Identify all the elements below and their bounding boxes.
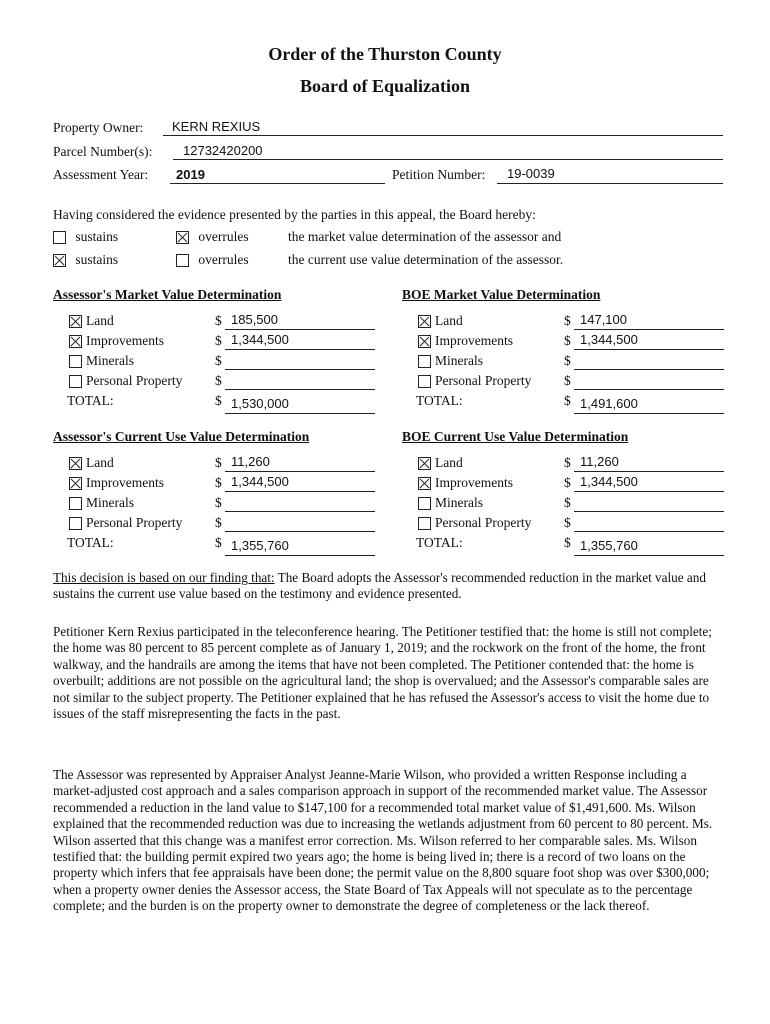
decision-intro: Having considered the evidence presented by the parties in this appeal, the Board hereby: — [53, 207, 536, 222]
assessor-current-row-label: Minerals — [86, 495, 134, 510]
boe-current-table — [402, 429, 732, 559]
assessor-market-total-label: TOTAL: — [67, 393, 114, 408]
boe-market-table — [402, 287, 732, 417]
boe-current-value-line — [574, 491, 724, 492]
assessor-market-checkbox[interactable] — [69, 355, 82, 368]
boe-current-row-label: Minerals — [435, 495, 483, 510]
parcel-value: 12732420200 — [183, 143, 263, 158]
assessor-current-row — [69, 455, 114, 471]
boe-current-checkbox[interactable] — [418, 497, 431, 510]
boe-market-total-line — [574, 413, 724, 414]
assessor-current-value-line — [225, 511, 375, 512]
currency-symbol: $ — [215, 455, 222, 470]
assessor-market-value-line — [225, 369, 375, 370]
overrules-label: overrules — [198, 252, 249, 267]
currency-symbol: $ — [564, 313, 571, 328]
assessor-market-row — [69, 373, 182, 389]
currency-symbol: $ — [215, 475, 222, 490]
boe-market-total-value: 1,491,600 — [580, 396, 638, 411]
petitioner-paragraph: Petitioner Kern Rexius participated in the teleconference hearing. The Petitioner testified that: the home is still not complete; the home was 80 percent to 85 percent complete as of January 1, 2019; and the rockwork on the front of the home, the front walkway, and the handrails are among the items that have not been completed. The Petitioner contended that: the home is overbuilt; additions are not possible on the agricultural land; the shop is overvalued; and the Assessor's comparable sales are not similar to the subject property. The Petitioner explained that he has refused the Assessor's access to visit the home due to issues of the staff misrepresenting the facts in the past. — [53, 624, 712, 722]
boe-market-row-label: Land — [435, 313, 463, 328]
assessor-market-heading: Assessor's Market Value Determination — [53, 287, 282, 302]
boe-current-heading: BOE Current Use Value Determination — [402, 429, 629, 444]
market-decision-text: the market value determination of the assessor and — [288, 229, 562, 244]
assessor-current-checkbox[interactable] — [69, 497, 82, 510]
assessor-current-value-line — [225, 491, 375, 492]
boe-current-row-label: Land — [435, 455, 463, 470]
overrules-current-option — [176, 252, 249, 268]
currency-symbol: $ — [215, 515, 222, 530]
boe-market-checkbox[interactable] — [418, 335, 431, 348]
boe-current-total-label: TOTAL: — [416, 535, 463, 550]
currency-symbol: $ — [564, 393, 571, 408]
boe-market-heading: BOE Market Value Determination — [402, 287, 601, 302]
assessor-current-row-label: Land — [86, 455, 114, 470]
assessor-market-total-value: 1,530,000 — [231, 396, 289, 411]
finding-text: The Board adopts the Assessor's recommended reduction in the market value and sustains the current use value based on the testimony and evidence presented. — [53, 570, 706, 602]
boe-current-row — [418, 515, 531, 531]
boe-market-row — [418, 373, 531, 389]
boe-market-total-label: TOTAL: — [416, 393, 463, 408]
boe-market-row-label: Improvements — [435, 333, 513, 348]
boe-current-row — [418, 455, 463, 471]
assessor-market-row — [69, 313, 114, 329]
currency-symbol: $ — [215, 535, 222, 550]
sustains-market-checkbox[interactable] — [53, 231, 66, 244]
currency-symbol: $ — [564, 535, 571, 550]
currency-symbol: $ — [564, 373, 571, 388]
boe-current-checkbox[interactable] — [418, 517, 431, 530]
year-value: 2019 — [176, 167, 205, 182]
year-label: Assessment Year: — [53, 167, 149, 182]
boe-market-checkbox[interactable] — [418, 375, 431, 388]
assessor-market-total-line — [225, 413, 375, 414]
assessor-market-row-label: Minerals — [86, 353, 134, 368]
finding-paragraph — [53, 570, 723, 603]
assessor-current-row-label: Personal Property — [86, 515, 183, 530]
boe-current-total-value: 1,355,760 — [580, 538, 638, 553]
parcel-label: Parcel Number(s): — [53, 144, 153, 159]
assessor-market-checkbox[interactable] — [69, 315, 82, 328]
assessor-market-row — [69, 333, 164, 349]
currency-symbol: $ — [215, 495, 222, 510]
overrules-market-option — [176, 229, 249, 245]
assessor-current-table — [53, 429, 383, 559]
boe-market-value: 1,344,500 — [580, 332, 638, 347]
boe-current-row-label: Improvements — [435, 475, 513, 490]
finding-label: This decision is based on our finding that: — [53, 570, 275, 585]
boe-market-value-line — [574, 349, 724, 350]
boe-market-row — [418, 333, 513, 349]
assessor-market-value: 185,500 — [231, 312, 278, 327]
boe-current-total-line — [574, 555, 724, 556]
boe-current-row-label: Personal Property — [435, 515, 532, 530]
currency-symbol: $ — [215, 333, 222, 348]
assessor-current-row-label: Improvements — [86, 475, 164, 490]
assessor-current-row — [69, 515, 182, 531]
assessor-current-value: 11,260 — [231, 454, 270, 469]
title-line-1: Order of the Thurston County — [268, 44, 502, 64]
boe-market-value: 147,100 — [580, 312, 627, 327]
currency-symbol: $ — [564, 455, 571, 470]
currency-symbol: $ — [564, 475, 571, 490]
assessor-market-row-label: Land — [86, 313, 114, 328]
assessor-market-value-line — [225, 349, 375, 350]
parcel-line — [173, 159, 723, 160]
boe-current-value: 11,260 — [580, 454, 619, 469]
currency-symbol: $ — [215, 393, 222, 408]
currency-symbol: $ — [564, 515, 571, 530]
petition-label: Petition Number: — [392, 167, 486, 182]
boe-current-row — [418, 475, 513, 491]
boe-current-value-line — [574, 511, 724, 512]
currency-symbol: $ — [215, 313, 222, 328]
assessor-market-value: 1,344,500 — [231, 332, 289, 347]
title-line-2: Board of Equalization — [299, 76, 471, 96]
currency-symbol: $ — [564, 495, 571, 510]
petition-line — [497, 183, 723, 184]
boe-market-value-line — [574, 329, 724, 330]
assessor-current-total-line — [225, 555, 375, 556]
assessor-current-total-value: 1,355,760 — [231, 538, 289, 553]
boe-market-row-label: Minerals — [435, 353, 483, 368]
assessor-current-checkbox[interactable] — [69, 517, 82, 530]
assessor-current-row — [69, 475, 164, 491]
boe-market-value-line — [574, 389, 724, 390]
assessor-market-table — [53, 287, 383, 417]
boe-current-value: 1,344,500 — [580, 474, 638, 489]
boe-market-row — [418, 313, 463, 329]
boe-market-row — [418, 353, 483, 369]
owner-line — [163, 135, 723, 136]
currency-symbol: $ — [215, 373, 222, 388]
boe-market-value-line — [574, 369, 724, 370]
current-decision-text: the current use value determination of the assessor. — [288, 252, 564, 267]
assessor-current-checkbox[interactable] — [69, 457, 82, 470]
sustains-current-checkbox[interactable] — [53, 254, 66, 267]
assessor-current-value: 1,344,500 — [231, 474, 289, 489]
currency-symbol: $ — [564, 333, 571, 348]
boe-market-row-label: Personal Property — [435, 373, 532, 388]
owner-value: KERN REXIUS — [172, 119, 261, 134]
assessor-market-row-label: Personal Property — [86, 373, 183, 388]
sustains-label: sustains — [75, 252, 119, 267]
boe-market-checkbox[interactable] — [418, 315, 431, 328]
assessor-market-row-label: Improvements — [86, 333, 164, 348]
currency-symbol: $ — [564, 353, 571, 368]
decision-row-2 — [53, 252, 118, 268]
decision-row-1 — [53, 229, 118, 245]
assessor-paragraph: The Assessor was represented by Appraiser Analyst Jeanne-Marie Wilson, who provided a written Response including a market-adjusted cost approach and a sales comparison approach in support of the recommended market value. The Assessor recommended a reduction in the land value to $147,100 for a recommended total market value of $1,491,600. Ms. Wilson explained that the recommended reduction was due to increasing the wetlands adjustment from 60 percent to 80 percent. Ms. Wilson asserted that this change was a manifest error correction. Ms. Wilson referred to her comparable sales. Ms. Wilson testified that: the building permit expired two years ago; the home is being lived in; there is a record of two loans on the property which infers that fee appraisals have been done; the permit value on the 8,800 square foot shop was over $300,000; when a property owner denies the Assessor access, the State Board of Tax Appeals will not speculate as to the percentage complete; and the burden is on the property owner to demonstrate the degree of completeness or the lack thereof. — [53, 767, 713, 914]
assessor-market-checkbox[interactable] — [69, 375, 82, 388]
assessor-current-value-line — [225, 471, 375, 472]
assessor-market-value-line — [225, 389, 375, 390]
boe-current-checkbox[interactable] — [418, 457, 431, 470]
overrules-current-checkbox[interactable] — [176, 254, 189, 267]
assessor-current-row — [69, 495, 134, 511]
assessor-market-value-line — [225, 329, 375, 330]
boe-current-value-line — [574, 471, 724, 472]
currency-symbol: $ — [215, 353, 222, 368]
assessor-market-row — [69, 353, 134, 369]
assessor-current-total-label: TOTAL: — [67, 535, 114, 550]
overrules-market-checkbox[interactable] — [176, 231, 189, 244]
year-line — [170, 183, 385, 184]
sustains-label: sustains — [75, 229, 119, 244]
boe-current-checkbox[interactable] — [418, 477, 431, 490]
overrules-label: overrules — [198, 229, 249, 244]
assessor-market-checkbox[interactable] — [69, 335, 82, 348]
boe-current-value-line — [574, 531, 724, 532]
owner-label: Property Owner: — [53, 120, 144, 135]
assessor-current-value-line — [225, 531, 375, 532]
petition-value: 19-0039 — [507, 166, 555, 181]
boe-market-checkbox[interactable] — [418, 355, 431, 368]
assessor-current-heading: Assessor's Current Use Value Determination — [53, 429, 310, 444]
boe-current-row — [418, 495, 483, 511]
assessor-current-checkbox[interactable] — [69, 477, 82, 490]
